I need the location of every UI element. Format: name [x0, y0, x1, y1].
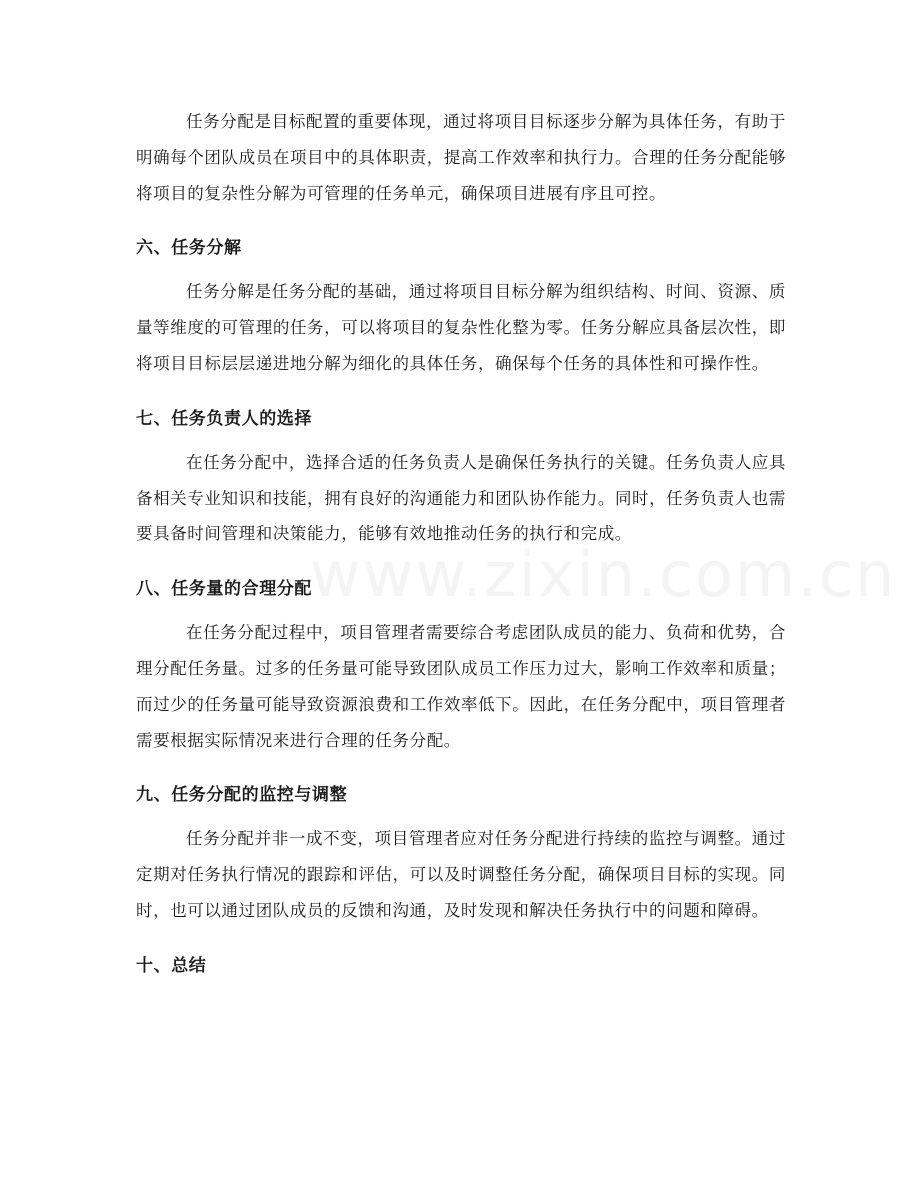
section-paragraph-6: 任务分解是任务分配的基础，通过将项目目标分解为组织结构、时间、资源、质量等维度的可管理的任务，可以将项目的复杂性化整为零。任务分解应具备层次性，即将项目目标层层递进地分解为细化的具体任务，确保每个任务的具体性和可操作性。 — [136, 282, 786, 373]
intro-paragraph: 任务分配是目标配置的重要体现，通过将项目目标逐步分解为具体任务，有助于明确每个团队成员在项目中的具体职责，提高工作效率和执行力。合理的任务分配能够将项目的复杂性分解为可管理的任务单元，确保项目进展有序且可控。 — [136, 112, 786, 203]
section-heading-7: 七、任务负责人的选择 — [136, 408, 312, 429]
section-paragraph-9: 任务分配并非一成不变，项目管理者应对任务分配进行持续的监控与调整。通过定期对任务执行情况的跟踪和评估，可以及时调整任务分配，确保项目目标的实现。同时，也可以通过团队成员的反馈和沟通，及时发现和解决任务执行中的问题和障碍。 — [136, 829, 786, 920]
section-heading-9: 九、任务分配的监控与调整 — [136, 785, 348, 806]
section-heading-8: 八、任务量的合理分配 — [136, 579, 312, 600]
section-paragraph-7: 在任务分配中，选择合适的任务负责人是确保任务执行的关键。任务负责人应具备相关专业知识和技能，拥有良好的沟通能力和团队协作能力。同时，任务负责人也需要具备时间管理和决策能力，能够有效地推动任务的执行和完成。 — [136, 452, 786, 544]
section-heading-10: 十、总结 — [136, 955, 207, 976]
section-heading-6: 六、任务分解 — [136, 238, 242, 259]
document-body — [136, 104, 786, 980]
section-paragraph-8: 在任务分配过程中，项目管理者需要综合考虑团队成员的能力、负荷和优势，合理分配任务量。过多的任务量可能导致团队成员工作压力过大，影响工作效率和质量；而过少的任务量可能导致资源浪费和工作效率低下。因此，在任务分配中，项目管理者需要根据实际情况来进行合理的任务分配。 — [136, 623, 786, 750]
